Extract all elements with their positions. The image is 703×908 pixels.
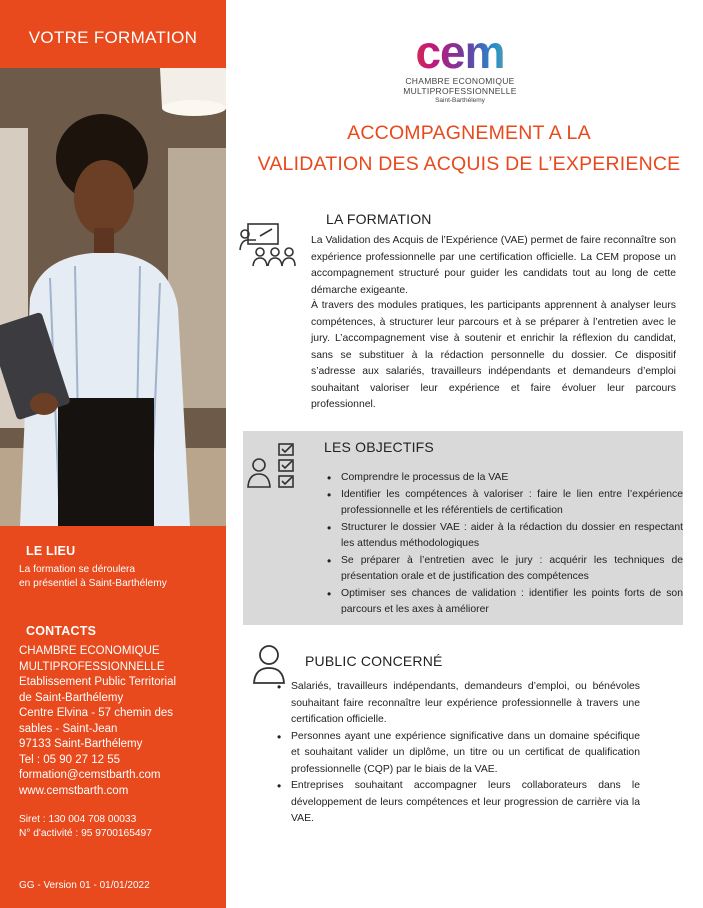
public-list	[277, 679, 640, 828]
public-heading: PUBLIC CONCERNÉ	[305, 653, 443, 669]
formation-paragraph-2: À travers des modules pratiques, les participants apprennent à analyser leurs compétences, à structurer leur parcours et à se préparer à l’entretien avec le jury. L’accompagnement vise à soutenir et enrichir la réflexion du candidat, sans se substituer à la rédaction personnelle du dossier. Ce dispositif s’adresse aux salariés, travailleurs indépendants et demandeurs d’emploi souhaitant valoriser leur expérience et faire évoluer leur parcours professionnel.	[311, 300, 676, 410]
cem-logo	[390, 28, 530, 105]
lieu-line-2: en présentiel à Saint-Barthélemy	[19, 578, 167, 589]
title-line-2: VALIDATION DES ACQUIS DE L’EXPERIENCE	[257, 153, 681, 175]
contact-line: Etablissement Public Territorial	[19, 676, 177, 688]
formation-paragraph-1: La Validation des Acquis de l’Expérience (VAE) permet de faire reconnaître son expérience professionnelle par une certification officielle. La CEM propose un accompagnement structuré pour guider les candidats tout au long de cette démarche exigeante.	[311, 235, 676, 296]
lieu-line-1: La formation se déroulera	[19, 564, 136, 575]
list-item: • Structurer le dossier VAE : aider à la rédaction du dossier en respectant les attendus méthodologiques	[327, 520, 683, 553]
list-item: • Se préparer à l’entretien avec le jury : acquérir les techniques de présentation orale et de justification des compétences	[327, 553, 683, 586]
contact-email-link[interactable]: formation@cemstbarth.com	[19, 769, 161, 781]
contact-website-link[interactable]: www.cemstbarth.com	[19, 784, 129, 797]
logo-wordmark: cem	[390, 28, 530, 76]
logo-line-3: Saint-Barthélemy	[435, 97, 485, 104]
sidebar-title: VOTRE FORMATION	[28, 28, 198, 47]
sidebar	[0, 0, 226, 908]
list-item: • Entreprises souhaitant accompagner leurs collaborateurs dans le développement de leurs compétences et leur progression de carrière via la VAE.	[277, 778, 640, 828]
contacts-heading: CONTACTS	[26, 624, 97, 638]
contact-phone[interactable]: Tel : 05 90 27 12 55	[19, 753, 121, 766]
list-item: • Salariés, travailleurs indépendants, demandeurs d’emploi, ou bénévoles souhaitant faire reconnaître leur expérience professionnelle à travers une certification officielle.	[277, 679, 640, 729]
version-footer: GG - Version 01 - 01/01/2022	[19, 880, 150, 891]
woman-photo-illustration	[0, 68, 226, 526]
contact-block	[19, 644, 224, 799]
checklist-person-icon	[246, 441, 298, 491]
formation-heading: LA FORMATION	[326, 211, 432, 227]
contact-line: sables - Saint-Jean	[19, 722, 118, 735]
logo-line-1: CHAMBRE ECONOMIQUE	[405, 76, 515, 86]
numero-activite: N° d'activité : 95 9700165497	[19, 828, 152, 839]
contact-line: MULTIPROFESSIONNELLE	[19, 660, 165, 673]
contact-line: de Saint-Barthélemy	[19, 691, 124, 704]
siret: Siret : 130 004 708 00033	[19, 814, 137, 825]
hero-photo	[0, 68, 226, 526]
objectifs-list	[327, 470, 683, 619]
training-presentation-icon	[238, 220, 296, 270]
list-item: • Personnes ayant une expérience significative dans un domaine spécifique et souhaitant valider un diplôme, un titre ou un certificat de qualification professionnelle (CQP) par le biais de la VAE.	[277, 729, 640, 779]
contact-line: CHAMBRE ECONOMIQUE	[19, 645, 160, 657]
list-item: • Identifier les compétences à valoriser : faire le lien entre l’expérience professionnelle et les référentiels de certification	[327, 487, 683, 520]
objectifs-heading: LES OBJECTIFS	[324, 439, 434, 455]
title-line-1: ACCOMPAGNEMENT A LA	[347, 122, 591, 144]
logo-line-2: MULTIPROFESSIONNELLE	[403, 86, 517, 96]
document-title	[235, 118, 703, 180]
contact-line: 97133 Saint-Barthélemy	[19, 738, 143, 750]
list-item: • Comprendre le processus de la VAE	[327, 470, 683, 487]
list-item: • Optimiser ses chances de validation : identifier les points forts de son parcours et les axes à améliorer	[327, 586, 683, 619]
contact-line: Centre Elvina - 57 chemin des	[19, 707, 174, 719]
lieu-heading: LE LIEU	[26, 544, 76, 558]
